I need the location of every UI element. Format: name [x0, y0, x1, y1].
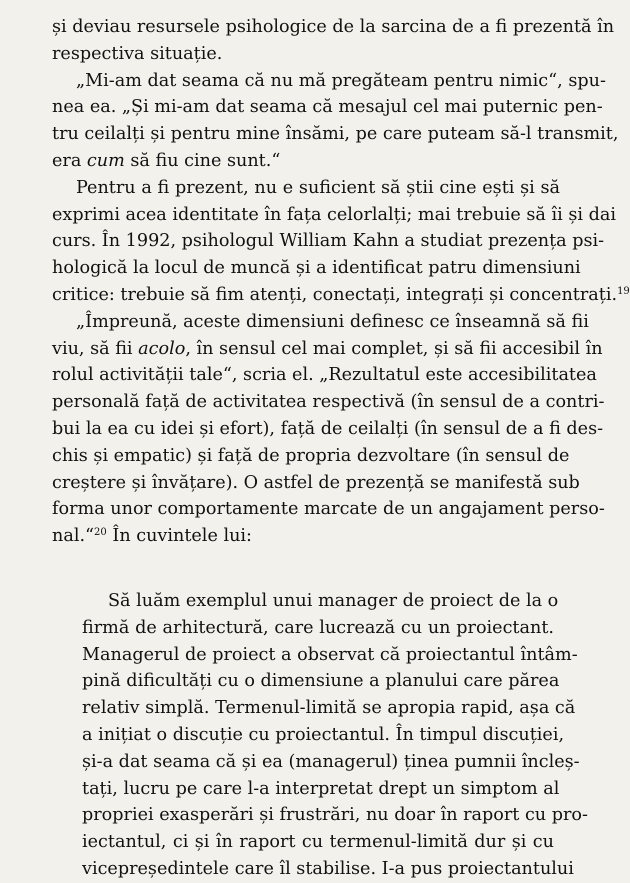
quote-line: firmă de arhitectură, care lucrează cu un proiectant. [82, 617, 554, 638]
text-line: personală față de activitatea respectivă (în sensul de a contri- [52, 392, 605, 413]
quote-line: Managerul de proiect a observat că proiectantul întâm- [82, 644, 578, 665]
text-line: bui la ea cu idei și efort), față de ceilalți (în sensul de a fi des- [52, 418, 604, 439]
text-segment: nal.“ [52, 526, 95, 547]
text-line [52, 336, 603, 363]
text-line: tru ceilalți și pentru mine însămi, pe care puteam să-l transmit, [52, 124, 619, 145]
text-segment: era [52, 150, 87, 171]
block-spacer [52, 550, 560, 588]
paragraph [52, 14, 615, 68]
text-segment: , în sensul cel mai complet, și să fii accesibil în [185, 338, 603, 359]
paragraph [52, 309, 605, 550]
quote-line: relativ simplă. Termenul-limită se apropia rapid, așa că [82, 698, 576, 719]
quote-line: iectantul, ci și în raport cu termenul-limită dur și cu [82, 832, 554, 853]
text-line: rolul activității tale“, scria el. „Rezultatul este accesibilitatea [52, 365, 597, 386]
quote-line: vicepreședintele care îl stabilise. I-a pus proiectantului [82, 858, 574, 879]
text-line: respectiva situație. [52, 43, 223, 64]
text-line: și deviau resursele psihologice de la sarcina de a fi prezentă în [52, 17, 615, 37]
text-line [52, 148, 560, 175]
italic-word: cum [86, 150, 125, 171]
text-line: chis și empatic) și față de propria dezvoltare (în sensul de [52, 445, 570, 466]
text-segment: să fiu cine sunt.“ [124, 150, 281, 171]
footnote-marker: 20 [94, 527, 107, 539]
footnote-marker: 19 [617, 285, 630, 297]
text-line: „Mi-am dat seama că nu mă pregăteam pentru nimic“, spu- [76, 70, 606, 91]
text-line [52, 523, 560, 550]
text-line: creștere și învățare). O astfel de prezență se manifestă sub [52, 472, 580, 493]
quote-line: și-a dat seama că și ea (managerul) ținea pumnii încleș- [82, 751, 580, 772]
text-line: forma unor comportamente marcate de un angajament perso- [52, 499, 605, 520]
paragraph [52, 175, 630, 309]
paragraph [52, 68, 619, 175]
text-segment: viu, să fii [52, 338, 139, 359]
text-segment: critice: trebuie să fim atenți, conectați, integrați și concentrați. [52, 284, 618, 305]
quote-line: pină dificultăți cu o dimensiune a planului care părea [82, 671, 560, 692]
text-line: nea ea. „Și mi-am dat seama că mesajul cel mai puternic pen- [52, 97, 603, 118]
text-segment: În cuvintele lui: [106, 526, 252, 547]
quote-line: tați, lucru pe care l-a interpretat drept un simptom al [82, 778, 560, 799]
quote-line: a inițiat o discuție cu proiectantul. În timpul discuției, [82, 724, 565, 745]
block-quote [52, 588, 588, 883]
italic-word: acolo [138, 338, 186, 359]
text-line: exprimi acea identitate în fața celorlalți; mai trebuie să îi și dai [52, 204, 616, 225]
text-line: „Împreună, aceste dimensiuni definesc ce înseamnă să fii [76, 311, 589, 332]
text-line: Pentru a fi prezent, nu e suficient să știi cine ești și să [76, 177, 560, 198]
quote-line: Să luăm exemplul unui manager de proiect de la o [108, 590, 559, 611]
text-line: hologică la locul de muncă și a identificat patru dimensiuni [52, 258, 581, 279]
text-line: curs. În 1992, psihologul William Kahn a studiat prezența psi- [52, 231, 605, 252]
quote-line: propriei exasperări și frustrări, nu doar în raport cu pro- [82, 805, 588, 826]
text-line [52, 282, 630, 309]
